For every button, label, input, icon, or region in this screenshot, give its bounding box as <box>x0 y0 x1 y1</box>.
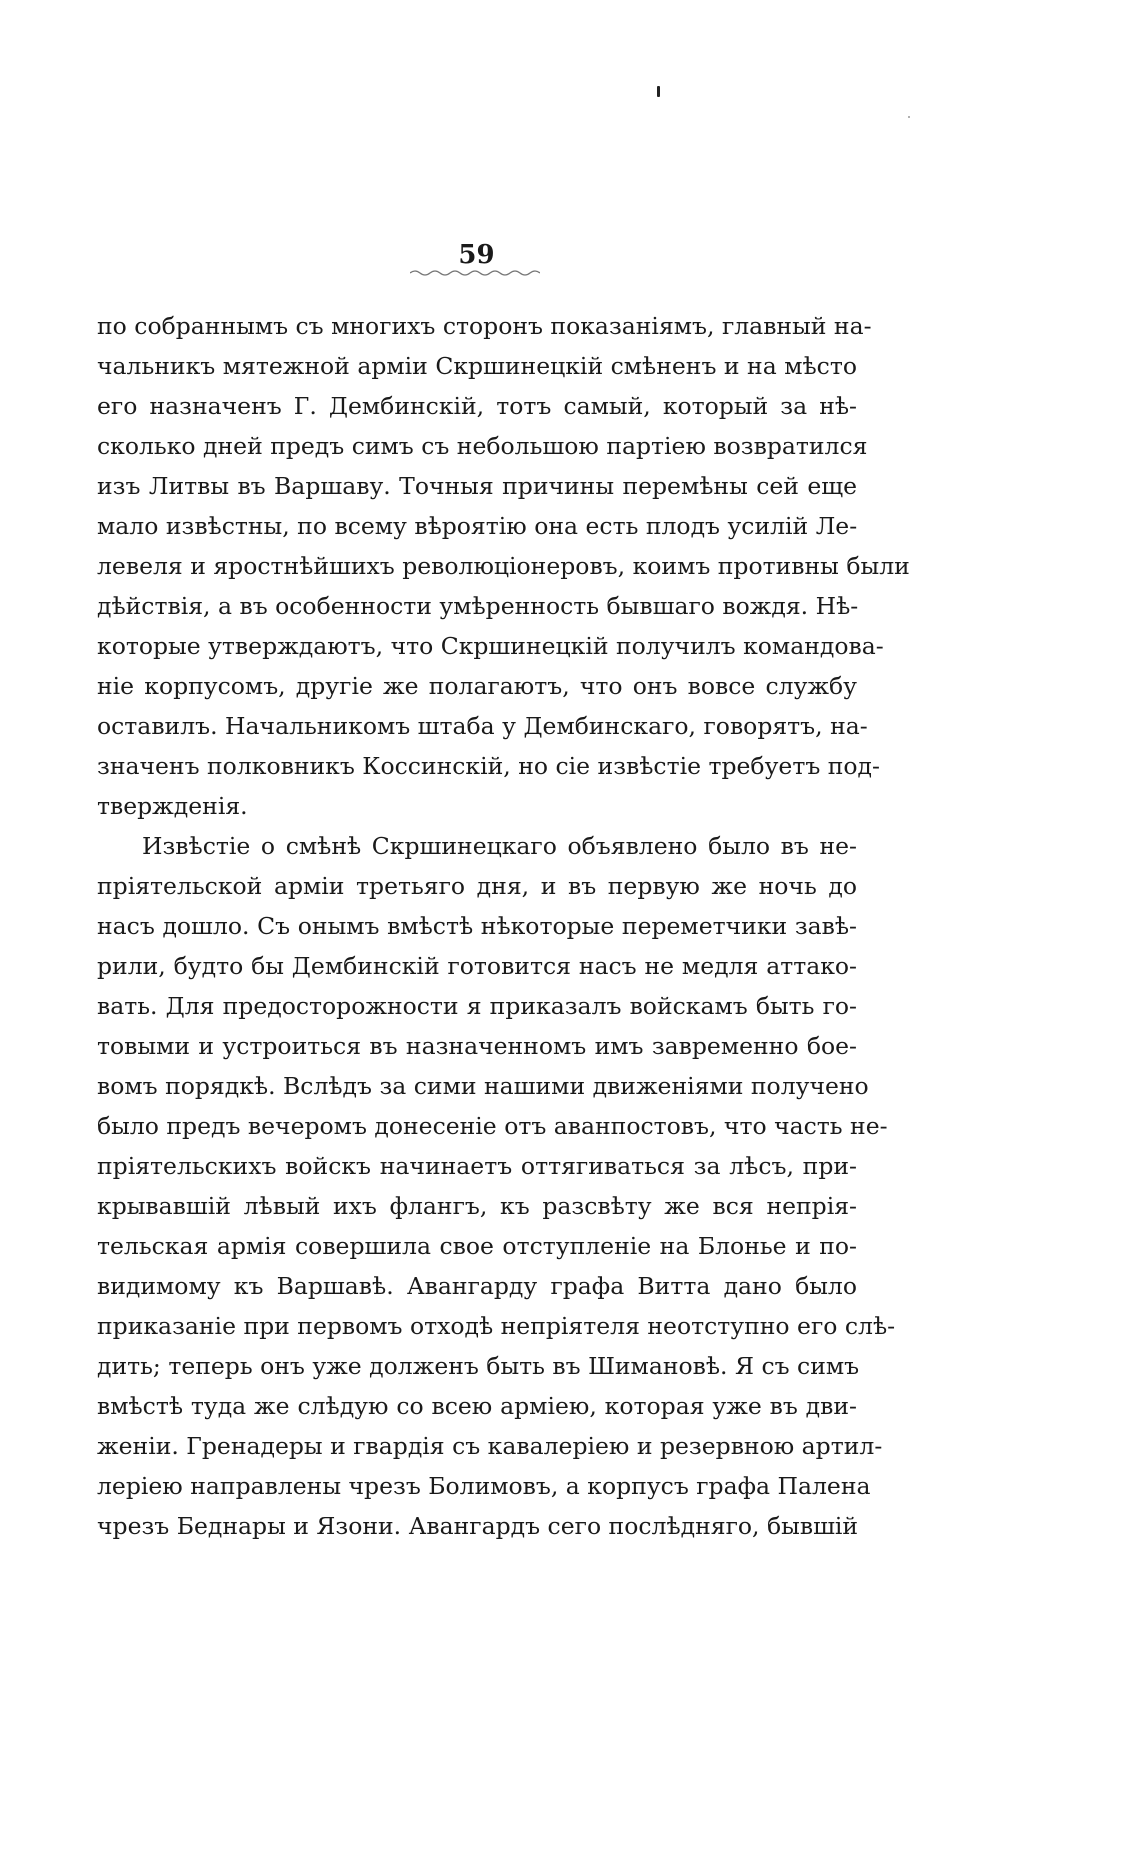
text-line: мало извѣстны, по всему вѣроятію она есть плодъ усилій Ле- <box>97 512 858 540</box>
paragraph <box>97 306 910 826</box>
body-text <box>97 306 910 1546</box>
text-line: сколько дней предъ симъ съ небольшою партіею возвратился <box>97 432 868 460</box>
text-line: приказаніе при первомъ отходѣ непріятеля неотступно его слѣ- <box>97 1312 896 1340</box>
text-line: дить; теперь онъ уже долженъ быть въ Шимановѣ. Я съ симъ <box>97 1352 860 1380</box>
text-line: видимому къ Варшавѣ. Авангарду графа Витта дано было <box>97 1272 857 1300</box>
paragraph <box>97 826 896 1546</box>
text-line: леріею направлены чрезъ Болимовъ, а корпусъ графа Палена <box>97 1472 871 1500</box>
text-line: женіи. Гренадеры и гвардія съ кавалеріею и резервною артил- <box>97 1432 883 1460</box>
text-line: товыми и устроиться въ назначенномъ имъ завременно бое- <box>97 1032 857 1060</box>
wavy-ornament-icon <box>410 268 540 278</box>
text-line: ніе корпусомъ, другіе же полагаютъ, что онъ вовсе службу <box>97 672 857 700</box>
text-line: по собраннымъ съ многихъ сторонъ показаніямъ, главный на- <box>97 312 872 340</box>
text-line: тельская армія совершила свое отступленіе на Блонье и по- <box>97 1232 857 1260</box>
text-line: чальникъ мятежной арміи Скршинецкій смѣненъ и на мѣсто <box>97 352 857 380</box>
text-line: рили, будто бы Дембинскій готовится насъ не медля аттако- <box>97 952 857 980</box>
print-speck <box>908 116 910 118</box>
text-line: оставилъ. Начальникомъ штаба у Дембинскаго, говорятъ, на- <box>97 712 868 740</box>
text-line: вомъ порядкѣ. Вслѣдъ за сими нашими движеніями получено <box>97 1072 869 1100</box>
text-line: пріятельскихъ войскъ начинаетъ оттягиваться за лѣсъ, при- <box>97 1152 857 1180</box>
text-line: изъ Литвы въ Варшаву. Точныя причины перемѣны сей еще <box>97 472 857 500</box>
text-line: дѣйствія, а въ особенности умѣренность бывшаго вождя. Нѣ- <box>97 592 859 620</box>
text-line: его назначенъ Г. Дембинскій, тотъ самый, который за нѣ- <box>97 392 857 420</box>
text-line: Извѣстіе о смѣнѣ Скршинецкаго объявлено было въ не- <box>142 832 857 860</box>
text-line: насъ дошло. Съ онымъ вмѣстѣ нѣкоторые переметчики завѣ- <box>97 912 857 940</box>
text-line: вать. Для предосторожности я приказалъ войскамъ быть го- <box>97 992 857 1020</box>
text-line: пріятельской арміи третьяго дня, и въ первую же ночь до <box>97 872 857 900</box>
text-line: твержденія. <box>97 792 248 820</box>
text-line: левеля и яростнѣйшихъ революціонеровъ, коимъ противны были <box>97 552 910 580</box>
text-line: было предъ вечеромъ донесеніе отъ аванпостовъ, что часть не- <box>97 1112 888 1140</box>
text-line: чрезъ Беднары и Язони. Авангардъ сего послѣдняго, бывшій <box>97 1512 859 1540</box>
text-line: значенъ полковникъ Коссинскій, но сіе извѣстіе требуетъ под- <box>97 752 880 780</box>
print-speck <box>657 86 660 97</box>
page-number: 59 <box>458 240 495 270</box>
text-line: которые утверждаютъ, что Скршинецкій получилъ командова- <box>97 632 884 660</box>
text-line: крывавшій лѣвый ихъ флангъ, къ разсвѣту же вся непрія- <box>97 1192 857 1220</box>
text-line: вмѣстѣ туда же слѣдую со всею арміею, которая уже въ дви- <box>97 1392 857 1420</box>
